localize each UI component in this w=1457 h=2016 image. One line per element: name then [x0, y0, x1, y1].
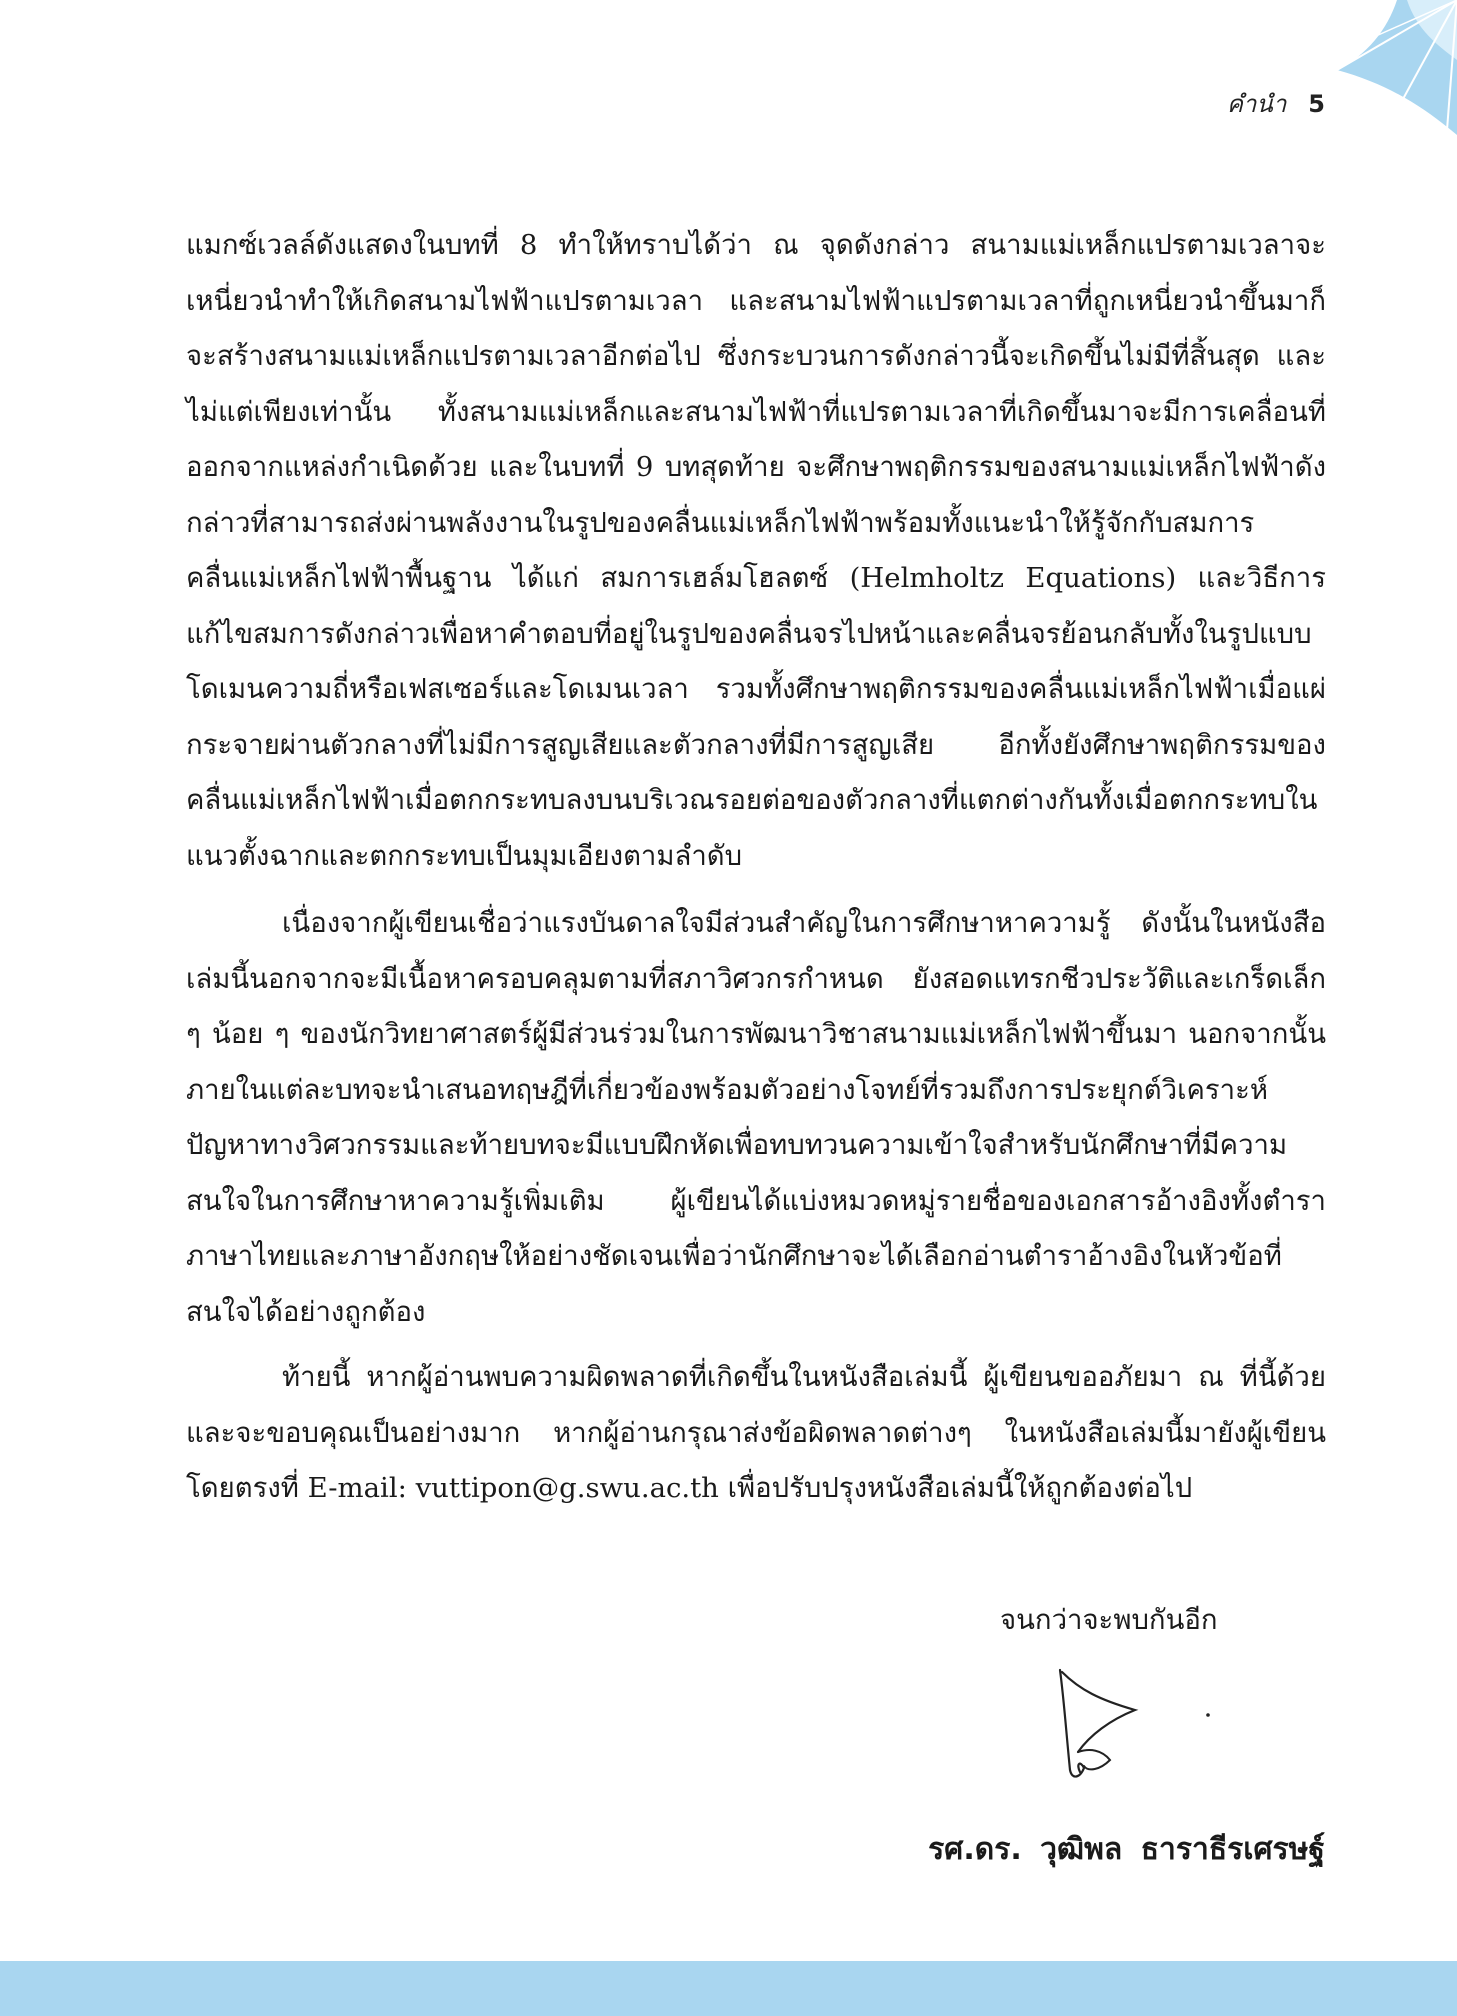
page-header — [1227, 84, 1325, 123]
body-text — [186, 218, 1326, 1517]
footer-band — [0, 1961, 1457, 2016]
signature-image — [1040, 1660, 1240, 1790]
paragraph-errata: ท้ายนี้ หากผู้อ่านพบความผิดพลาดที่เกิดขึ้นในหนังสือเล่มนี้ ผู้เขียนขออภัยมา ณ ที่นี้ด้วย และจะขอบคุณเป็นอย่างมาก หากผู้อ่านกรุณาส่งข้อผิดพลาดต่างๆ ในหนังสือเล่มนี้มายังผู้เขียนโดยตรงที่ E-mail: vuttipon@g.swu.ac.th เพื่อปรับปรุงหนังสือเล่มนี้ให้ถูกต้องต่อไป — [186, 1361, 1326, 1504]
paragraph-inspiration: เนื่องจากผู้เขียนเชื่อว่าแรงบันดาลใจมีส่วนสำคัญในการศึกษาหาความรู้ ดังนั้นในหนังสือเล่มนี้นอกจากจะมีเนื้อหาครอบคลุมตามที่สภาวิศวกรกำหนด ยังสอดแทรกชีวประวัติและเกร็ดเล็ก ๆ น้อย ๆ ของนักวิทยาศาสตร์ผู้มีส่วนร่วมในการพัฒนาวิชาสนามแม่เหล็กไฟฟ้าขึ้นมา นอกจากนั้นภายในแต่ละบทจะนำเสนอทฤษฎีที่เกี่ยวข้องพร้อมตัวอย่างโจทย์ที่รวมถึงการประยุกต์วิเคราะห์ปัญหาทางวิศวกรรมและท้ายบทจะมีแบบฝึกหัดเพื่อทบทวนความเข้าใจสำหรับนักศึกษาที่มีความสนใจในการศึกษาหาความรู้เพิ่มเติม ผู้เขียนได้แบ่งหมวดหมู่รายชื่อของเอกสารอ้างอิงทั้งตำราภาษาไทยและภาษาอังกฤษให้อย่างชัดเจนเพื่อว่านักศึกษาจะได้เลือกอ่านตำราอ้างอิงในหัวข้อที่สนใจได้อย่างถูกต้อง — [186, 907, 1326, 1328]
page-number: 5 — [1308, 90, 1325, 118]
paragraph-continuation: แมกซ์เวลล์ดังแสดงในบทที่ 8 ทำให้ทราบได้ว่า ณ จุดดังกล่าว สนามแม่เหล็กแปรตามเวลาจะเหนี่ยวนำทำให้เกิดสนามไฟฟ้าแปรตามเวลา และสนามไฟฟ้าแปรตามเวลาที่ถูกเหนี่ยวนำขึ้นมาก็จะสร้างสนามแม่เหล็กแปรตามเวลาอีกต่อไป ซึ่งกระบวนการดังกล่าวนี้จะเกิดขึ้นไม่มีที่สิ้นสุด และไม่แต่เพียงเท่านั้น ทั้งสนามแม่เหล็กและสนามไฟฟ้าที่แปรตามเวลาที่เกิดขึ้นมาจะมีการเคลื่อนที่ออกจากแหล่งกำเนิดด้วย และในบทที่ 9 บทสุดท้าย จะศึกษาพฤติกรรมของสนามแม่เหล็กไฟฟ้าดังกล่าวที่สามารถส่งผ่านพลังงานในรูปของคลื่นแม่เหล็กไฟฟ้าพร้อมทั้งแนะนำให้รู้จักกับสมการคลื่นแม่เหล็กไฟฟ้าพื้นฐาน ได้แก่ สมการเฮล์มโฮลตซ์ (Helmholtz Equations) และวิธีการแก้ไขสมการดังกล่าวเพื่อหาคำตอบที่อยู่ในรูปของคลื่นจรไปหน้าและคลื่นจรย้อนกลับทั้งในรูปแบบโดเมนความถี่หรือเฟสเซอร์และโดเมนเวลา รวมทั้งศึกษาพฤติกรรมของคลื่นแม่เหล็กไฟฟ้าเมื่อแผ่กระจายผ่านตัวกลางที่ไม่มีการสูญเสียและตัวกลางที่มีการสูญเสีย อีกทั้งยังศึกษาพฤติกรรมของคลื่นแม่เหล็กไฟฟ้าเมื่อตกกระทบลงบนบริเวณรอยต่อของตัวกลางที่แตกต่างกันทั้งเมื่อตกกระทบในแนวตั้งฉากและตกกระทบเป็นมุมเอียงตามลำดับ — [186, 229, 1326, 872]
author-name: รศ.ดร. วุฒิพล ธาราธีรเศรษฐ์ — [928, 1832, 1325, 1867]
closing-line: จนกว่าจะพบกันอีก — [1000, 1604, 1218, 1636]
section-title: คำนำ — [1226, 90, 1287, 118]
